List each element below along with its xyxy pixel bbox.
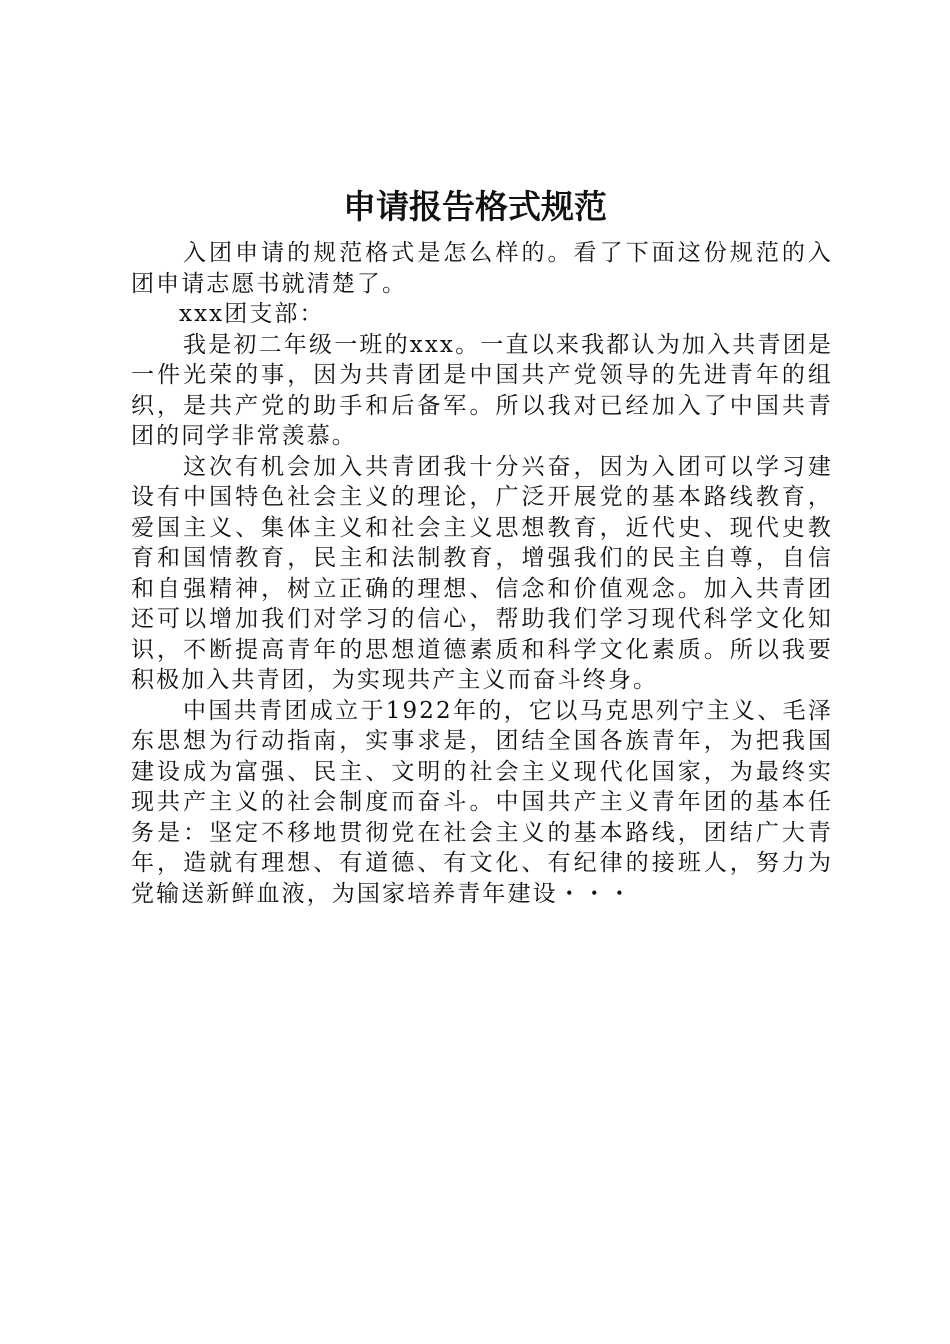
document-title: 申请报告格式规范 (343, 187, 607, 226)
intro-paragraph: 入团申请的规范格式是怎么样的。看了下面这份规范的入团申请志愿书就清楚了。 (131, 240, 833, 297)
paragraph-2: 这次有机会加入共青团我十分兴奋，因为入团可以学习建设有中国特色社会主义的理论，广泛开展党的基本路线教育，爱国主义、集体主义和社会主义思想教育，近代史、现代史教育和国情教育，民主和法制教育，增强我们的民主自尊，自信和自强精神，树立正确的理想、信念和价值观念。加入共青团还可以增加我们对学习的信心，帮助我们学习现代科学文化知识，不断提高青年的思想道德素质和科学文化素质。所以我要积极加入共青团，为实现共产主义而奋斗终身。 (131, 453, 833, 693)
paragraph-3: 中国共青团成立于1922年的，它以马克思列宁主义、毛泽东思想为行动指南，实事求是，团结全国各族青年，为把我国建设成为富强、民主、文明的社会主义现代化国家，为最终实现共产主义的社会制度而奋斗。中国共产主义青年团的基本任务是：坚定不移地贯彻党在社会主义的基本路线，团结广大青年，造就有理想、有道德、有文化、有纪律的接班人，努力为党输送新鲜血液，为国家培养青年建设・・・ (131, 697, 833, 907)
paragraph-1: 我是初二年级一班的xxx。一直以来我都认为加入共青团是一件光荣的事，因为共青团是中国共产党领导的先进青年的组织，是共产党的助手和后备军。所以我对已经加入了中国共青团的同学非常羡慕。 (131, 331, 833, 449)
salutation: xxx团支部： (179, 301, 325, 327)
document-body (131, 238, 833, 909)
